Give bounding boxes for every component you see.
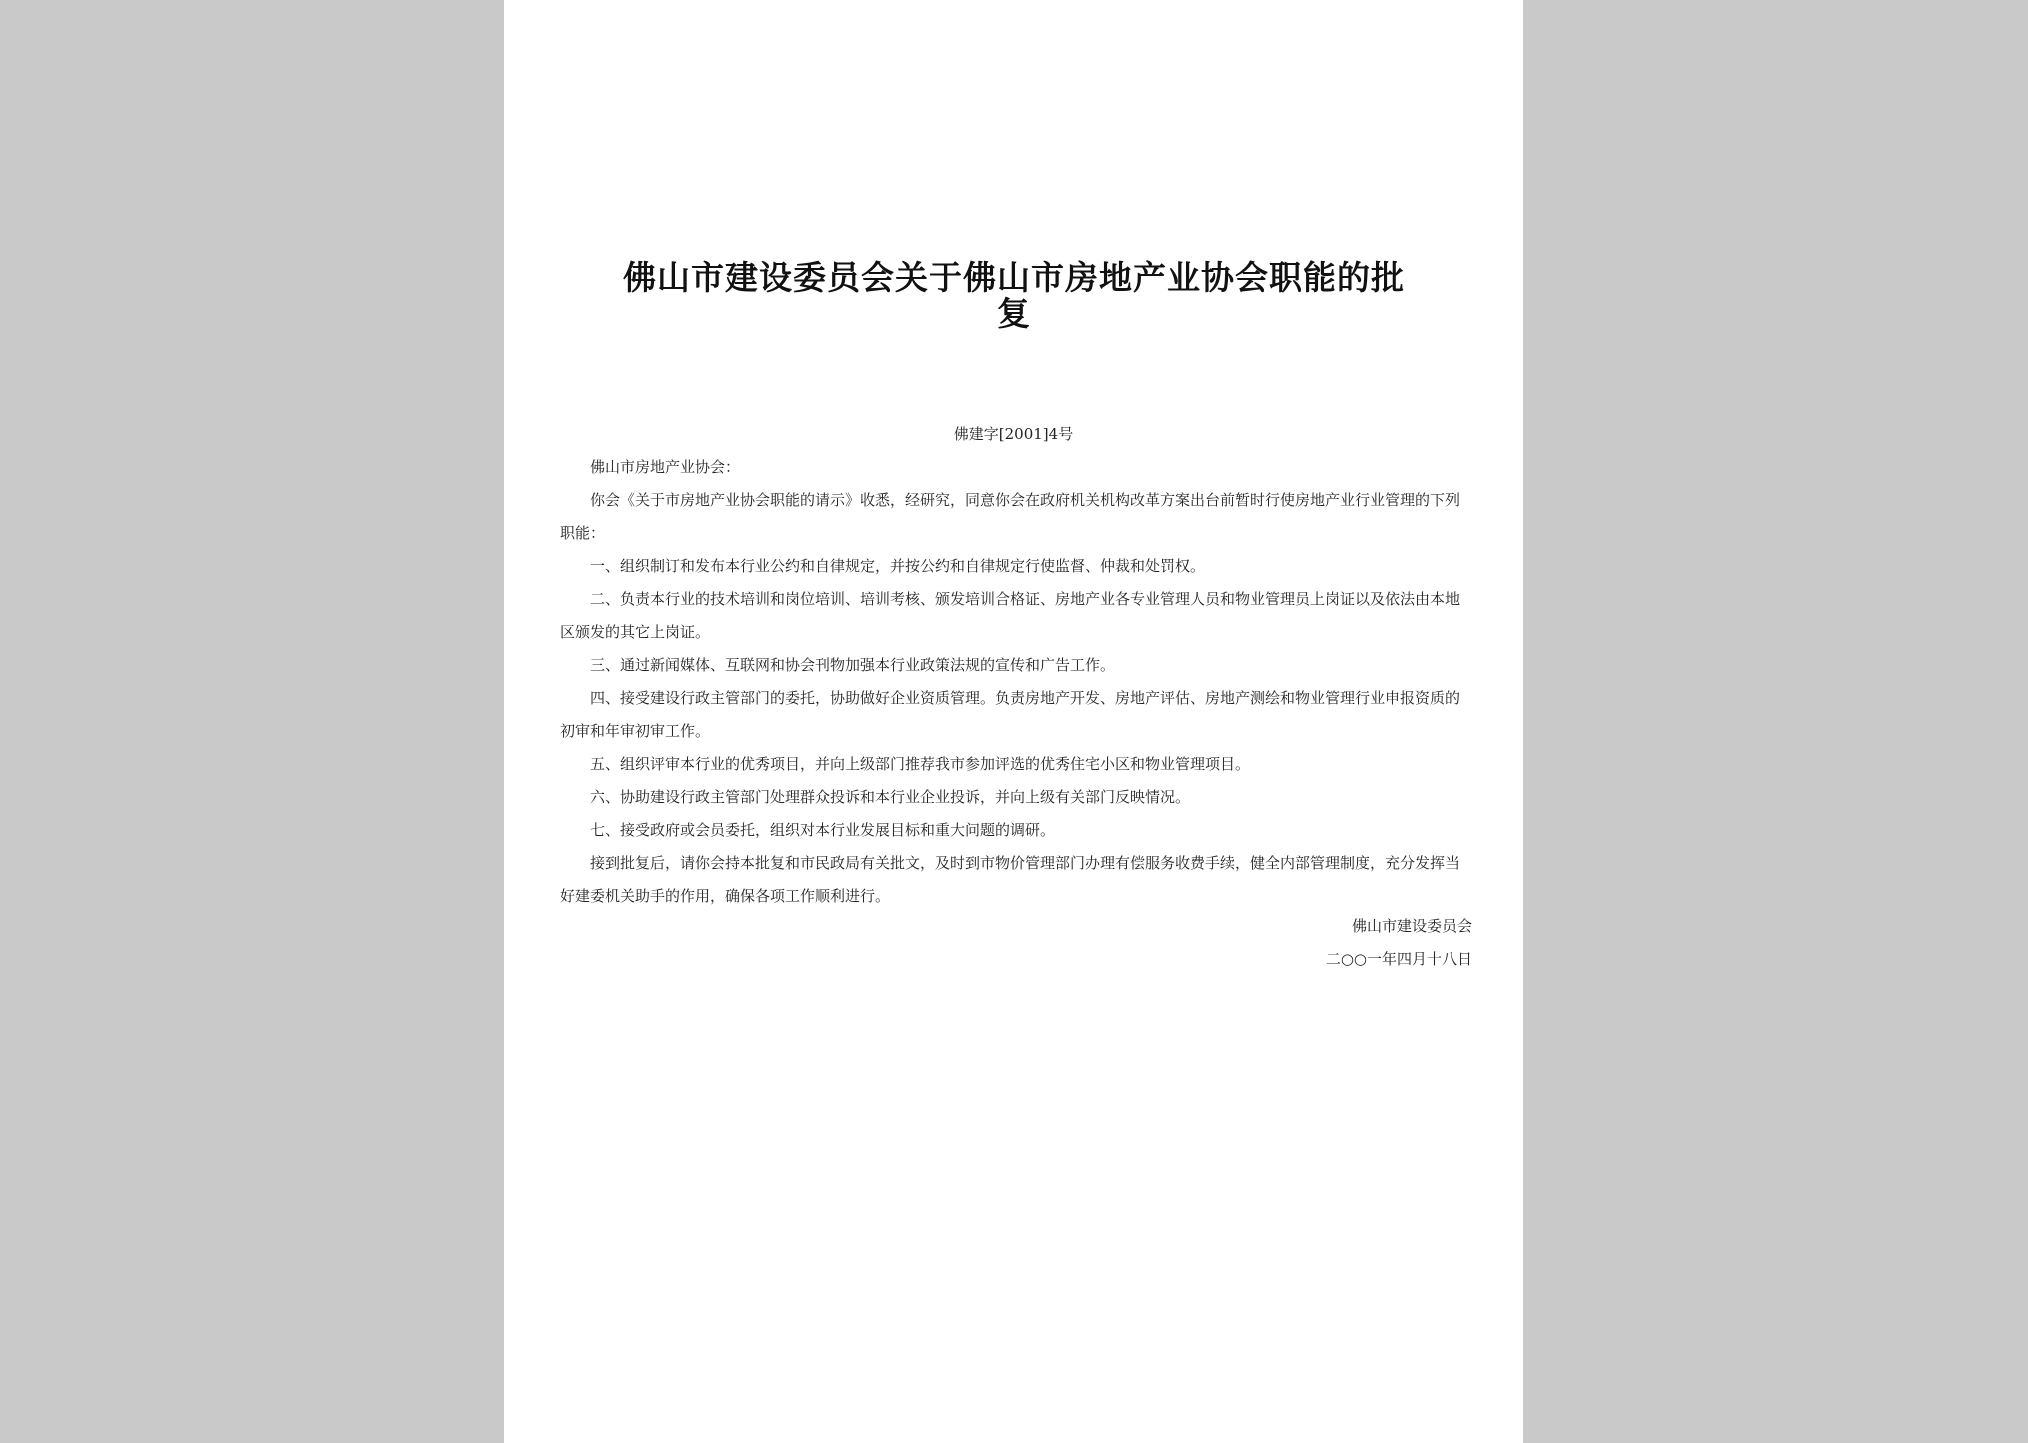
paragraph: 五、组织评审本行业的优秀项目，并向上级部门推荐我市参加评选的优秀住宅小区和物业管理项目。 [590,755,1251,773]
document-date: 二○○一年四月十八日 [1325,950,1472,968]
signature: 佛山市建设委员会 [1351,917,1472,935]
paragraph: 四、接受建设行政主管部门的委托，协助做好企业资质管理。负责房地产开发、房地产评估、房地产测绘和物业管理行业申报资质的初审和年审初审工作。 [560,689,1461,740]
paragraph: 六、协助建设行政主管部门处理群众投诉和本行业企业投诉，并向上级有关部门反映情况。 [590,788,1191,806]
signature-block [1326,910,1472,976]
paragraph: 接到批复后，请你会持本批复和市民政局有关批文，及时到市物价管理部门办理有偿服务收费手续，健全内部管理制度，充分发挥当好建委机关助手的作用，确保各项工作顺利进行。 [560,854,1461,905]
document-title [599,260,1429,332]
title-line-2: 复 [997,294,1031,333]
paragraph: 三、通过新闻媒体、互联网和协会刊物加强本行业政策法规的宣传和广告工作。 [590,656,1116,674]
title-line-1: 佛山市建设委员会关于佛山市房地产业协会职能的批 [623,258,1405,297]
paragraph: 你会《关于市房地产业协会职能的请示》收悉，经研究，同意你会在政府机关机构改革方案出台前暂时行使房地产业行业管理的下列职能： [560,491,1461,542]
document-page [504,0,1523,1443]
salutation: 佛山市房地产业协会： [590,458,741,476]
paragraph: 一、组织制订和发布本行业公约和自律规定，并按公约和自律规定行使监督、仲裁和处罚权。 [590,557,1206,575]
document-number: 佛建字[2001]4号 [953,425,1074,443]
paragraph: 七、接受政府或会员委托，组织对本行业发展目标和重大问题的调研。 [590,821,1056,839]
document-body [560,451,1472,913]
paragraph: 二、负责本行业的技术培训和岗位培训、培训考核、颁发培训合格证、房地产业各专业管理人员和物业管理员上岗证以及依法由本地区颁发的其它上岗证。 [560,590,1461,641]
